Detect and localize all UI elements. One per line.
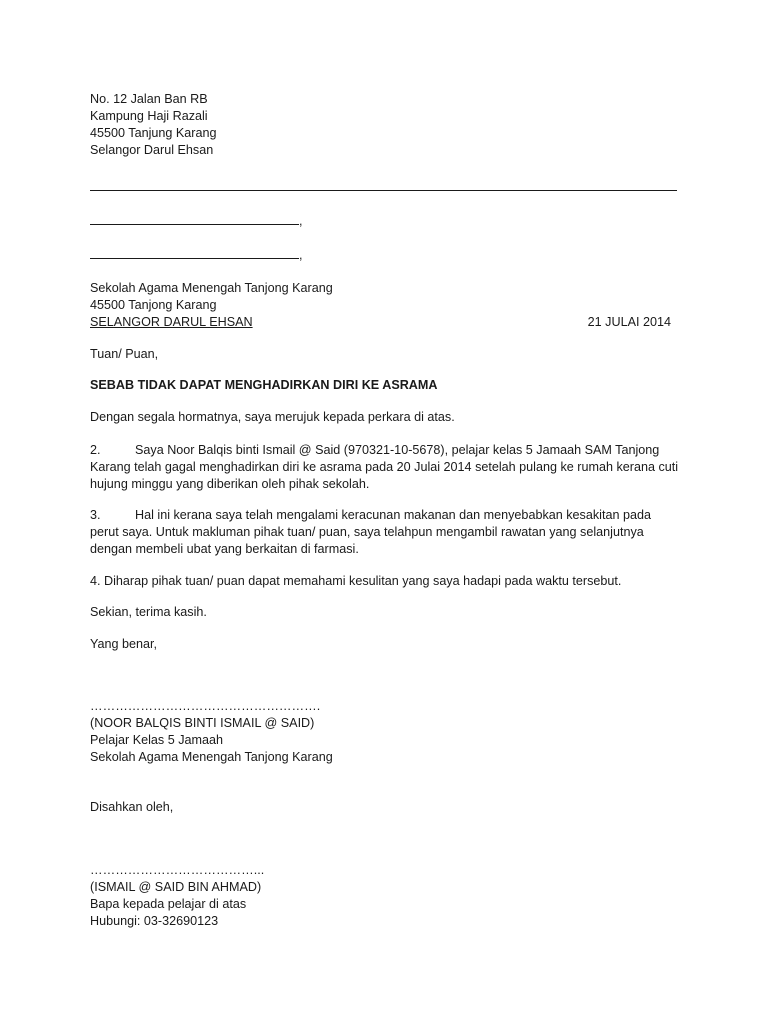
blank-line-2 (90, 246, 303, 264)
paragraph-text: Saya Noor Balqis binti Ismail @ Said (970321-10-5678), pelajar kelas 5 Jamaah SAM Tanjong (135, 443, 660, 457)
blank-comma: , (299, 214, 303, 228)
signature-block-parent (90, 862, 264, 930)
blank-underline (90, 212, 299, 225)
signature-dotted-line: ………………………………………………. (90, 699, 321, 713)
signatory-title: Pelajar Kelas 5 Jamaah (90, 733, 224, 747)
paragraph-text: Hal ini kerana saya telah mengalami keracunan makanan dan menyebabkan kesakitan pada (135, 508, 651, 522)
blank-underline (90, 246, 299, 259)
sender-address-line: No. 12 Jalan Ban RB (90, 92, 208, 106)
paragraph-text: hujung minggu yang diberikan oleh pihak sekolah. (90, 477, 370, 491)
signatory-name: (ISMAIL @ SAID BIN AHMAD) (90, 880, 262, 894)
blank-line-1 (90, 212, 303, 230)
paragraph-4: 4. Diharap pihak tuan/ puan dapat memahami kesulitan yang saya hadapi pada waktu tersebut. (90, 574, 622, 588)
recipient-address-state: SELANGOR DARUL EHSAN (90, 315, 253, 329)
signature-dotted-line: …………………………………... (90, 863, 265, 877)
verified-by-label: Disahkan oleh, (90, 800, 174, 814)
closing-line: Sekian, terima kasih. (90, 605, 207, 619)
sender-address-line: Selangor Darul Ehsan (90, 143, 214, 157)
sender-address (90, 91, 217, 159)
paragraph-number: 3. (90, 508, 101, 522)
letter-subject: SEBAB TIDAK DAPAT MENGHADIRKAN DIRI KE ASRAMA (90, 378, 438, 392)
signatory-phone: Hubungi: 03-32690123 (90, 914, 219, 928)
paragraph-2 (90, 442, 679, 493)
paragraph-text: perut saya. Untuk makluman pihak tuan/ puan, saya telahpun mengambil rawatan yang selanjutnya (90, 525, 644, 539)
recipient-address-line: 45500 Tanjong Karang (90, 298, 217, 312)
paragraph-text: dengan membeli ubat yang berkaitan di farmasi. (90, 542, 359, 556)
signatory-school: Sekolah Agama Menengah Tanjong Karang (90, 750, 333, 764)
salutation: Tuan/ Puan, (90, 347, 159, 361)
sender-address-line: Kampung Haji Razali (90, 109, 208, 123)
sign-off: Yang benar, (90, 637, 157, 651)
opening-sentence: Dengan segala hormatnya, saya merujuk kepada perkara di atas. (90, 410, 455, 424)
paragraph-text: Karang telah gagal menghadirkan diri ke asrama pada 20 Julai 2014 setelah pulang ke rumah kerana cuti (90, 460, 679, 474)
paragraph-3 (90, 507, 670, 558)
separator-rule (90, 190, 677, 191)
signature-block-student (90, 698, 333, 766)
letter-date: 21 JULAI 2014 (587, 315, 671, 329)
blank-comma: , (299, 248, 303, 262)
recipient-address-line: Sekolah Agama Menengah Tanjong Karang (90, 281, 333, 295)
recipient-address (90, 280, 333, 331)
paragraph-number: 2. (90, 443, 101, 457)
signatory-name: (NOOR BALQIS BINTI ISMAIL @ SAID) (90, 716, 315, 730)
sender-address-line: 45500 Tanjung Karang (90, 126, 217, 140)
signatory-relation: Bapa kepada pelajar di atas (90, 897, 247, 911)
